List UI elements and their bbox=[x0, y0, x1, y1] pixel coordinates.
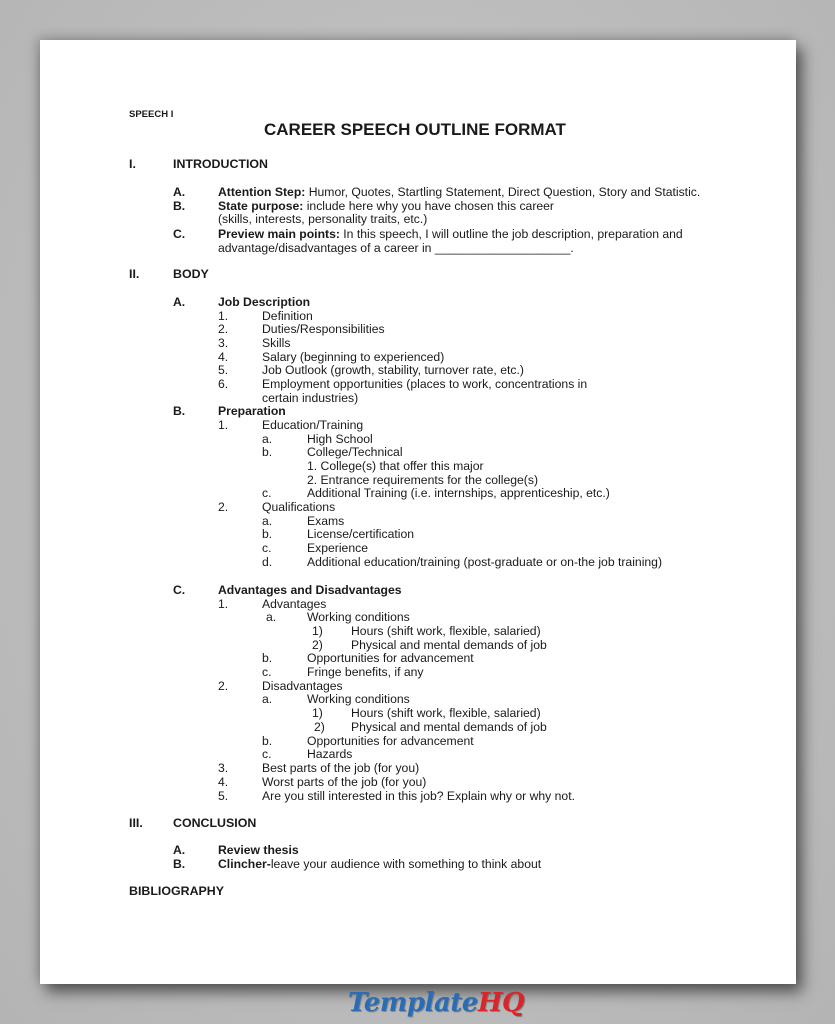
list-item: Qualifications bbox=[262, 500, 336, 514]
item-mark: 6. bbox=[218, 377, 229, 391]
list-item: 1. College(s) that offer this major bbox=[307, 459, 484, 473]
list-item: Working conditions bbox=[307, 610, 410, 624]
list-item: Advantages bbox=[262, 597, 327, 611]
section-numeral: II. bbox=[129, 267, 140, 281]
item-mark: 2. bbox=[218, 679, 229, 693]
list-item: Education/Training bbox=[262, 418, 364, 432]
item-mark: 1. bbox=[218, 418, 229, 432]
document-page bbox=[40, 40, 796, 984]
list-item: Exams bbox=[307, 514, 345, 528]
state-purpose-item: State purpose: include here why you have chosen this career bbox=[218, 199, 554, 213]
item-mark: c. bbox=[262, 486, 272, 500]
item-mark: 2) bbox=[314, 720, 325, 734]
item-mark: 2) bbox=[312, 638, 323, 652]
item-mark: b. bbox=[262, 445, 273, 459]
subsection-job-description: Job Description bbox=[218, 295, 311, 309]
item-mark: 1) bbox=[312, 624, 323, 638]
subsection-advantages-disadvantages: Advantages and Disadvantages bbox=[218, 583, 402, 597]
item-mark: A. bbox=[173, 185, 186, 199]
section-title-introduction: INTRODUCTION bbox=[173, 157, 268, 171]
item-mark: 4. bbox=[218, 350, 229, 364]
list-item: Hazards bbox=[307, 747, 353, 761]
section-title-bibliography: BIBLIOGRAPHY bbox=[129, 884, 224, 898]
section-title-conclusion: CONCLUSION bbox=[173, 816, 257, 830]
list-item: Additional Training (i.e. internships, apprenticeship, etc.) bbox=[307, 486, 610, 500]
list-item: Are you still interested in this job? Explain why or why not. bbox=[262, 789, 575, 803]
list-item: Physical and mental demands of job bbox=[351, 720, 547, 734]
list-item: License/certification bbox=[307, 527, 415, 541]
item-mark: 1) bbox=[312, 706, 323, 720]
item-mark: B. bbox=[173, 404, 186, 418]
list-item: Experience bbox=[307, 541, 368, 555]
speech-label: SPEECH I bbox=[129, 109, 174, 120]
item-mark: 3. bbox=[218, 761, 229, 775]
item-continuation: (skills, interests, personality traits, etc.) bbox=[218, 212, 428, 226]
item-mark: C. bbox=[173, 583, 186, 597]
item-mark: a. bbox=[262, 692, 273, 706]
item-mark: 4. bbox=[218, 775, 229, 789]
item-mark: 2. bbox=[218, 322, 229, 336]
item-mark: A. bbox=[173, 843, 186, 857]
item-mark: 1. bbox=[218, 597, 229, 611]
section-numeral: III. bbox=[129, 816, 143, 830]
item-mark: B. bbox=[173, 199, 186, 213]
item-mark: 2. bbox=[218, 500, 229, 514]
item-mark: c. bbox=[262, 665, 272, 679]
item-mark: 5. bbox=[218, 363, 229, 377]
item-mark: 3. bbox=[218, 336, 229, 350]
item-mark: a. bbox=[262, 514, 273, 528]
item-mark: b. bbox=[262, 734, 273, 748]
list-item: 2. Entrance requirements for the college(s) bbox=[307, 473, 538, 487]
item-mark: a. bbox=[266, 610, 277, 624]
attention-step-item: Attention Step: Humor, Quotes, Startling Statement, Direct Question, Story and Statistic. bbox=[218, 185, 701, 199]
list-item: Best parts of the job (for you) bbox=[262, 761, 420, 775]
item-mark: 5. bbox=[218, 789, 229, 803]
list-item: Worst parts of the job (for you) bbox=[262, 775, 427, 789]
item-mark: a. bbox=[262, 432, 273, 446]
list-item: Fringe benefits, if any bbox=[307, 665, 424, 679]
list-item: Opportunities for advancement bbox=[307, 651, 474, 665]
templatehq-logo: TemplateHQ bbox=[348, 988, 525, 1018]
section-numeral: I. bbox=[129, 157, 136, 171]
list-item: College/Technical bbox=[307, 445, 403, 459]
list-item: Additional education/training (post-graduate or on-the job training) bbox=[307, 555, 663, 569]
page-title: CAREER SPEECH OUTLINE FORMAT bbox=[264, 120, 566, 139]
section-title-body: BODY bbox=[173, 267, 209, 281]
item-continuation: certain industries) bbox=[262, 391, 359, 405]
item-continuation: advantage/disadvantages of a career in ____________________. bbox=[218, 241, 574, 255]
list-item: Definition bbox=[262, 309, 313, 323]
list-item: Hours (shift work, flexible, salaried) bbox=[351, 624, 541, 638]
item-mark: B. bbox=[173, 857, 186, 871]
list-item: Employment opportunities (places to work, concentrations in bbox=[262, 377, 588, 391]
subsection-preparation: Preparation bbox=[218, 404, 286, 418]
review-thesis-item: Review thesis bbox=[218, 843, 299, 857]
item-mark: c. bbox=[262, 541, 272, 555]
list-item: Physical and mental demands of job bbox=[351, 638, 547, 652]
item-mark: c. bbox=[262, 747, 272, 761]
list-item: Opportunities for advancement bbox=[307, 734, 474, 748]
item-mark: d. bbox=[262, 555, 273, 569]
list-item: Duties/Responsibilities bbox=[262, 322, 385, 336]
list-item: Hours (shift work, flexible, salaried) bbox=[351, 706, 541, 720]
item-mark: b. bbox=[262, 651, 273, 665]
item-mark: b. bbox=[262, 527, 273, 541]
clincher-item: Clincher-leave your audience with something to think about bbox=[218, 857, 542, 871]
list-item: Skills bbox=[262, 336, 291, 350]
item-mark: A. bbox=[173, 295, 186, 309]
item-mark: C. bbox=[173, 227, 186, 241]
preview-main-points-item: Preview main points: In this speech, I will outline the job description, preparation and bbox=[218, 227, 683, 241]
list-item: Working conditions bbox=[307, 692, 410, 706]
list-item: Disadvantages bbox=[262, 679, 343, 693]
list-item: Salary (beginning to experienced) bbox=[262, 350, 445, 364]
list-item: High School bbox=[307, 432, 373, 446]
item-mark: 1. bbox=[218, 309, 229, 323]
list-item: Job Outlook (growth, stability, turnover rate, etc.) bbox=[262, 363, 524, 377]
